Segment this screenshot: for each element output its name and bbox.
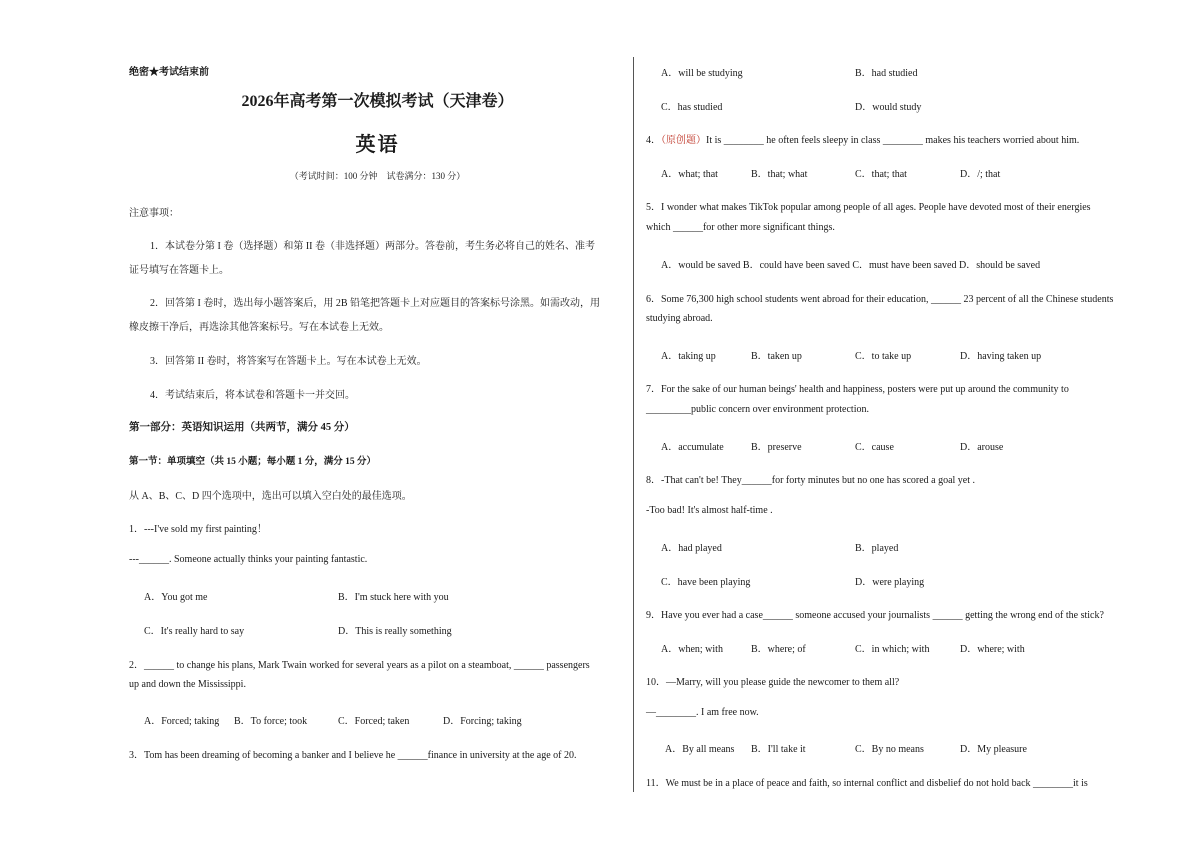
q2-option-a: A．Forced; taking — [144, 716, 220, 727]
q5-line1: 5．I wonder what makes TikTok popular among people of all ages. People have devoted most of their energies — [646, 202, 1091, 213]
q6-option-a: A．taking up — [661, 351, 716, 362]
q3-line1: 3．Tom has been dreaming of becoming a banker and I believe he ______finance in university at the age of 20. — [129, 750, 577, 761]
q1-option-a: A．You got me — [144, 592, 208, 603]
q10-option-a: A．By all means — [665, 744, 735, 755]
q10-option-b: B．I'll take it — [751, 744, 806, 755]
column-divider — [633, 57, 634, 792]
q2-line1: 2．______ to change his plans, Mark Twain worked for several years as a pilot on a steamboat, ______ passengers — [129, 660, 590, 671]
q10-option-c: C．By no means — [855, 744, 924, 755]
q8-option-d: D．were playing — [855, 577, 925, 588]
q3-option-d: D．would study — [855, 102, 922, 113]
q2-option-d: D．Forcing; taking — [443, 716, 522, 727]
q6-line1: 6．Some 76,300 high school students went abroad for their education, ______ 23 percent of all the Chinese students — [646, 294, 1114, 305]
note-1-cont: 证号填写在答题卡上。 — [129, 265, 229, 276]
q6-option-d: D．having taken up — [960, 351, 1042, 362]
q2-line2: up and down the Mississippi. — [129, 679, 246, 690]
note-2-cont: 橡皮擦干净后，再选涂其他答案标号。写在本试卷上无效。 — [129, 322, 389, 333]
q9-line1: 9．Have you ever had a case______ someone accused your journalists ______ getting the wrong end of the stick? — [646, 610, 1104, 621]
secret-label: 绝密★考试结束前 — [129, 67, 209, 78]
q2-option-c: C．Forced; taken — [338, 716, 410, 727]
q3-option-a: A．will be studying — [661, 68, 743, 79]
section1-heading: 第一节：单项填空（共 15 小题；每小题 1 分，满分 15 分） — [129, 457, 377, 467]
notes-heading: 注意事项： — [129, 208, 179, 219]
q7-option-a: A．accumulate — [661, 442, 724, 453]
q9-option-a: A．when; with — [661, 644, 723, 655]
note-3: 3．回答第 II 卷时，将答案写在答题卡上。写在本试卷上无效。 — [150, 356, 427, 367]
q7-option-c: C．cause — [855, 442, 894, 453]
q7-line2: _________public concern over environment protection. — [646, 404, 869, 415]
q11-line1: 11．We must be in a place of peace and faith, so internal conflict and disbelief do not hold back ________it is — [646, 778, 1088, 789]
section1-instruction: 从 A、B、C、D 四个选项中，选出可以填入空白处的最佳选项。 — [129, 491, 412, 502]
q1-option-d: D．This is really something — [338, 626, 452, 637]
q8-line2: -Too bad! It's almost half-time . — [646, 505, 773, 516]
q6-line2: studying abroad. — [646, 313, 713, 324]
q10-line1: 10．—Marry, will you please guide the newcomer to them all? — [646, 677, 900, 688]
q4-number: 4． — [646, 135, 661, 146]
q4-line1 — [646, 131, 1079, 146]
note-4: 4．考试结束后，将本试卷和答题卡一并交回。 — [150, 390, 355, 401]
q10-option-d: D．My pleasure — [960, 744, 1027, 755]
note-2: 2．回答第 I 卷时，选出每小题答案后，用 2B 铅笔把答题卡上对应题目的答案标号涂黑。如需改动，用 — [150, 298, 600, 309]
q6-option-c: C．to take up — [855, 351, 912, 362]
q4-option-b: B．that; what — [751, 169, 808, 180]
q4-option-c: C．that; that — [855, 169, 907, 180]
q6-option-b: B．taken up — [751, 351, 802, 362]
q1-line2: ---______. Someone actually thinks your painting fantastic. — [129, 554, 368, 565]
q1-option-c: C．It's really hard to say — [144, 626, 245, 637]
q9-option-d: D．where; with — [960, 644, 1025, 655]
q1-line1: 1．---I've sold my first painting！ — [129, 524, 267, 535]
q7-line1: 7．For the sake of our human beings' health and happiness, posters were put up around the community to — [646, 384, 1069, 395]
q4-option-a: A．what; that — [661, 169, 718, 180]
q5-line2: which ______for other more significant things. — [646, 222, 835, 233]
part1-heading: 第一部分：英语知识运用（共两节，满分 45 分） — [129, 422, 355, 433]
q9-option-c: C．in which; with — [855, 644, 930, 655]
q10-line2: —________. I am free now. — [646, 707, 759, 718]
q4-original-tag: （原创题） — [661, 135, 706, 146]
subject-title: 英语 — [355, 134, 400, 156]
q5-options: A．would be saved B．could have been saved C．must have been saved D．should be saved — [661, 260, 1041, 271]
q8-option-a: A．had played — [661, 543, 722, 554]
exam-info: （考试时间：100 分钟 试卷满分：130 分） — [289, 171, 466, 181]
q7-option-b: B．preserve — [751, 442, 802, 453]
q9-option-b: B．where; of — [751, 644, 806, 655]
q4-option-d: D．/; that — [960, 169, 1001, 180]
q4-text: It is ________ he often feels sleepy in class ________ makes his teachers worried about him. — [706, 135, 1080, 146]
q8-line1: 8．-That can't be! They______for forty minutes but no one has scored a goal yet . — [646, 475, 976, 486]
q3-option-c: C．has studied — [661, 102, 723, 113]
q3-option-b: B．had studied — [855, 68, 918, 79]
q8-option-c: C．have been playing — [661, 577, 751, 588]
q8-option-b: B．played — [855, 543, 899, 554]
q1-option-b: B．I'm stuck here with you — [338, 592, 449, 603]
exam-title: 2026年高考第一次模拟考试（天津卷） — [241, 93, 514, 110]
q7-option-d: D．arouse — [960, 442, 1004, 453]
note-1: 1．本试卷分第 I 卷（选择题）和第 II 卷（非选择题）两部分。答卷前，考生务必将自己的姓名、准考 — [150, 241, 595, 252]
q2-option-b: B．To force; took — [234, 716, 308, 727]
